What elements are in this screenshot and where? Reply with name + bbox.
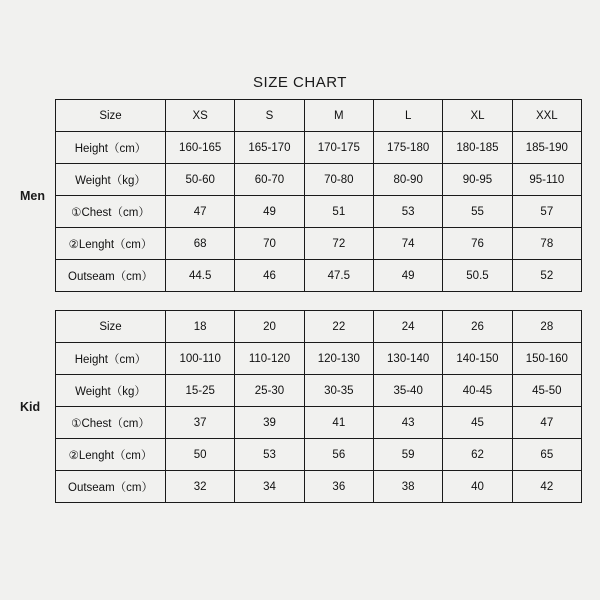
cell: 39	[235, 407, 304, 439]
cell: XXL	[512, 100, 581, 132]
cell: 59	[373, 439, 442, 471]
cell: Weight（kg）	[56, 375, 166, 407]
cell: 36	[304, 471, 373, 503]
table-row	[56, 260, 582, 292]
cell: 52	[512, 260, 581, 292]
section-men	[18, 99, 582, 292]
table-row	[56, 196, 582, 228]
cell: 38	[373, 471, 442, 503]
cell: 37	[166, 407, 235, 439]
table-row	[56, 407, 582, 439]
cell: 74	[373, 228, 442, 260]
cell: 110-120	[235, 343, 304, 375]
cell: L	[373, 100, 442, 132]
cell: Weight（kg）	[56, 164, 166, 196]
cell: 100-110	[166, 343, 235, 375]
cell: 56	[304, 439, 373, 471]
cell: 80-90	[373, 164, 442, 196]
cell: 68	[166, 228, 235, 260]
cell: 175-180	[373, 132, 442, 164]
cell: 53	[373, 196, 442, 228]
cell: 130-140	[373, 343, 442, 375]
cell: 47	[166, 196, 235, 228]
table-row	[56, 164, 582, 196]
cell: 70-80	[304, 164, 373, 196]
cell: XS	[166, 100, 235, 132]
cell: ①Chest（cm）	[56, 196, 166, 228]
cell: 49	[373, 260, 442, 292]
cell: ②Lenght（cm）	[56, 439, 166, 471]
cell: 46	[235, 260, 304, 292]
cell: Height（cm）	[56, 132, 166, 164]
cell: 120-130	[304, 343, 373, 375]
cell: 45	[443, 407, 512, 439]
cell: Outseam（cm）	[56, 471, 166, 503]
cell: 20	[235, 311, 304, 343]
cell: 50-60	[166, 164, 235, 196]
cell: 22	[304, 311, 373, 343]
cell: Size	[56, 311, 166, 343]
cell: 150-160	[512, 343, 581, 375]
cell: 90-95	[443, 164, 512, 196]
cell: Height（cm）	[56, 343, 166, 375]
cell: 53	[235, 439, 304, 471]
cell: 40	[443, 471, 512, 503]
section-label-men: Men	[20, 188, 45, 203]
table-row	[56, 375, 582, 407]
table-row	[56, 471, 582, 503]
cell: 55	[443, 196, 512, 228]
cell: 62	[443, 439, 512, 471]
cell: 140-150	[443, 343, 512, 375]
cell: 65	[512, 439, 581, 471]
section-kid	[18, 310, 582, 503]
cell: 15-25	[166, 375, 235, 407]
cell: 42	[512, 471, 581, 503]
cell: 72	[304, 228, 373, 260]
cell: 76	[443, 228, 512, 260]
cell: 50.5	[443, 260, 512, 292]
table-row	[56, 343, 582, 375]
table-row	[56, 439, 582, 471]
cell: S	[235, 100, 304, 132]
cell: ①Chest（cm）	[56, 407, 166, 439]
cell: 24	[373, 311, 442, 343]
page-title: SIZE CHART	[253, 74, 347, 91]
cell: M	[304, 100, 373, 132]
cell: 60-70	[235, 164, 304, 196]
cell: 26	[443, 311, 512, 343]
cell: 185-190	[512, 132, 581, 164]
cell: 180-185	[443, 132, 512, 164]
cell: 40-45	[443, 375, 512, 407]
cell: Size	[56, 100, 166, 132]
cell: 35-40	[373, 375, 442, 407]
cell: 18	[166, 311, 235, 343]
cell: 47.5	[304, 260, 373, 292]
cell: 44.5	[166, 260, 235, 292]
cell: 25-30	[235, 375, 304, 407]
cell: 165-170	[235, 132, 304, 164]
cell: 78	[512, 228, 581, 260]
size-table-men	[55, 99, 582, 292]
cell: XL	[443, 100, 512, 132]
cell: 50	[166, 439, 235, 471]
cell: 160-165	[166, 132, 235, 164]
cell: 30-35	[304, 375, 373, 407]
cell: 70	[235, 228, 304, 260]
cell: 34	[235, 471, 304, 503]
cell: 43	[373, 407, 442, 439]
table-row	[56, 228, 582, 260]
cell: 51	[304, 196, 373, 228]
cell: 41	[304, 407, 373, 439]
cell: 49	[235, 196, 304, 228]
section-label-kid: Kid	[20, 399, 41, 414]
table-row	[56, 311, 582, 343]
cell: 45-50	[512, 375, 581, 407]
cell: 28	[512, 311, 581, 343]
table-row	[56, 100, 582, 132]
table-row	[56, 132, 582, 164]
cell: 47	[512, 407, 581, 439]
size-table-kid	[55, 310, 582, 503]
cell: Outseam（cm）	[56, 260, 166, 292]
cell: 57	[512, 196, 581, 228]
cell: ②Lenght（cm）	[56, 228, 166, 260]
cell: 32	[166, 471, 235, 503]
cell: 95-110	[512, 164, 581, 196]
cell: 170-175	[304, 132, 373, 164]
